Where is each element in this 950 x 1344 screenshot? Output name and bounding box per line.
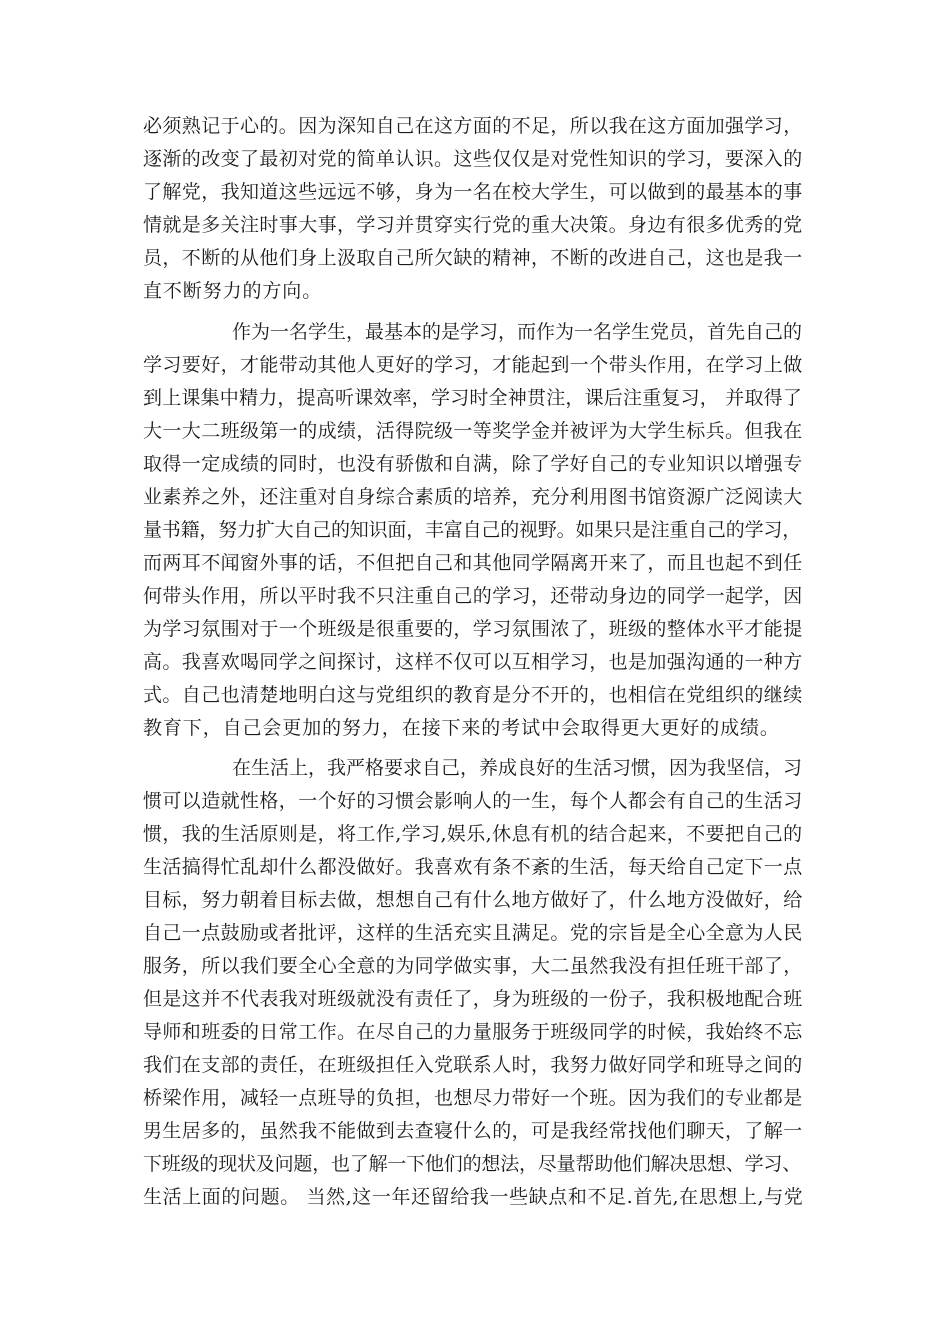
text-line: 但是这并不代表我对班级就没有责任了，身为班级的一份子，我积极地配合班	[143, 988, 803, 1010]
text-line: 业素养之外，还注重对自身综合素质的培养，充分利用图书馆资源广泛阅读大	[143, 486, 803, 508]
text-line: 下班级的现状及问题，也了解一下他们的想法，尽量帮助他们解决思想、学习、	[143, 1153, 802, 1175]
text-line: 必须熟记于心的。因为深知自己在这方面的不足，所以我在这方面加强学习，	[143, 115, 803, 137]
text-line: 取得一定成绩的同时，也没有骄傲和自满，除了学好自己的专业知识以增强专	[143, 453, 803, 475]
text-line: 教育下，自己会更加的努力，在接下来的考试中会取得更大更好的成绩。	[143, 717, 780, 739]
text-line: 大一大二班级第一的成绩，活得院级一等奖学金并被评为大学生标兵。但我在	[143, 420, 803, 442]
text-line: 目标，努力朝着目标去做，想想自己有什么地方做好了，什么地方没做好，给	[143, 889, 803, 911]
paragraph-first-line: 作为一名学生，最基本的是学习，而作为一名学生党员，首先自己的	[232, 321, 803, 343]
text-line: 导师和班委的日常工作。在尽自己的力量服务于班级同学的时候，我始终不忘	[143, 1021, 803, 1043]
text-line: 惯，我的生活原则是，将工作,学习,娱乐,休息有机的结合起来，不要把自己的	[143, 823, 803, 845]
text-line: 了解党，我知道这些远远不够，身为一名在校大学生，可以做到的最基本的事	[143, 181, 803, 203]
text-line: 生活上面的问题。 当然,这一年还留给我一些缺点和不足.首先,在思想上,与党	[143, 1186, 804, 1208]
text-line: 服务，所以我们要全心全意的为同学做实事，大二虽然我没有担任班干部了，	[143, 955, 803, 977]
text-line: 惯可以造就性格，一个好的习惯会影响人的一生，每个人都会有自己的生活习	[143, 790, 803, 812]
text-line: 量书籍，努力扩大自己的知识面，丰富自己的视野。如果只是注重自己的学习，	[143, 519, 802, 541]
text-line: 员，不断的从他们身上汲取自己所欠缺的精神，不断的改进自己，这也是我一	[143, 247, 803, 269]
text-line: 男生居多的，虽然我不能做到去查寝什么的，可是我经常找他们聊天，了解一	[143, 1120, 803, 1142]
text-line: 学习要好，才能带动其他人更好的学习，才能起到一个带头作用，在学习上做	[143, 354, 803, 376]
text-line: 高。我喜欢喝同学之间探讨，这样不仅可以互相学习，也是加强沟通的一种方	[143, 651, 803, 673]
text-line: 自己一点鼓励或者批评，这样的生活充实且满足。党的宗旨是全心全意为人民	[143, 922, 803, 944]
paragraph-first-line: 在生活上，我严格要求自己，养成良好的生活习惯，因为我坚信，习	[232, 757, 803, 779]
text-line: 我们在支部的责任，在班级担任入党联系人时，我努力做好同学和班导之间的	[143, 1054, 803, 1076]
text-line: 情就是多关注时事大事，学习并贯穿实行党的重大决策。身边有很多优秀的党	[143, 214, 803, 236]
text-line: 何带头作用，所以平时我不只注重自己的学习，还带动身边的同学一起学，因	[143, 585, 803, 607]
text-line: 而两耳不闻窗外事的话，不但把自己和其他同学隔离开来了，而且也起不到任	[143, 552, 803, 574]
text-line: 桥梁作用，减轻一点班导的负担，也想尽力带好一个班。因为我们的专业都是	[143, 1087, 803, 1109]
text-line: 直不断努力的方向。	[143, 280, 323, 302]
text-line: 逐渐的改变了最初对党的简单认识。这些仅仅是对党性知识的学习，要深入的	[143, 148, 803, 170]
text-line: 为学习氛围对于一个班级是很重要的，学习氛围浓了，班级的整体水平才能提	[143, 618, 803, 640]
text-line: 生活搞得忙乱却什么都没做好。我喜欢有条不紊的生活，每天给自己定下一点	[143, 856, 803, 878]
text-line: 式。自己也清楚地明白这与党组织的教育是分不开的，也相信在党组织的继续	[143, 684, 803, 706]
text-line: 到上课集中精力，提高听课效率，学习时全神贯注，课后注重复习， 并取得了	[143, 387, 803, 409]
